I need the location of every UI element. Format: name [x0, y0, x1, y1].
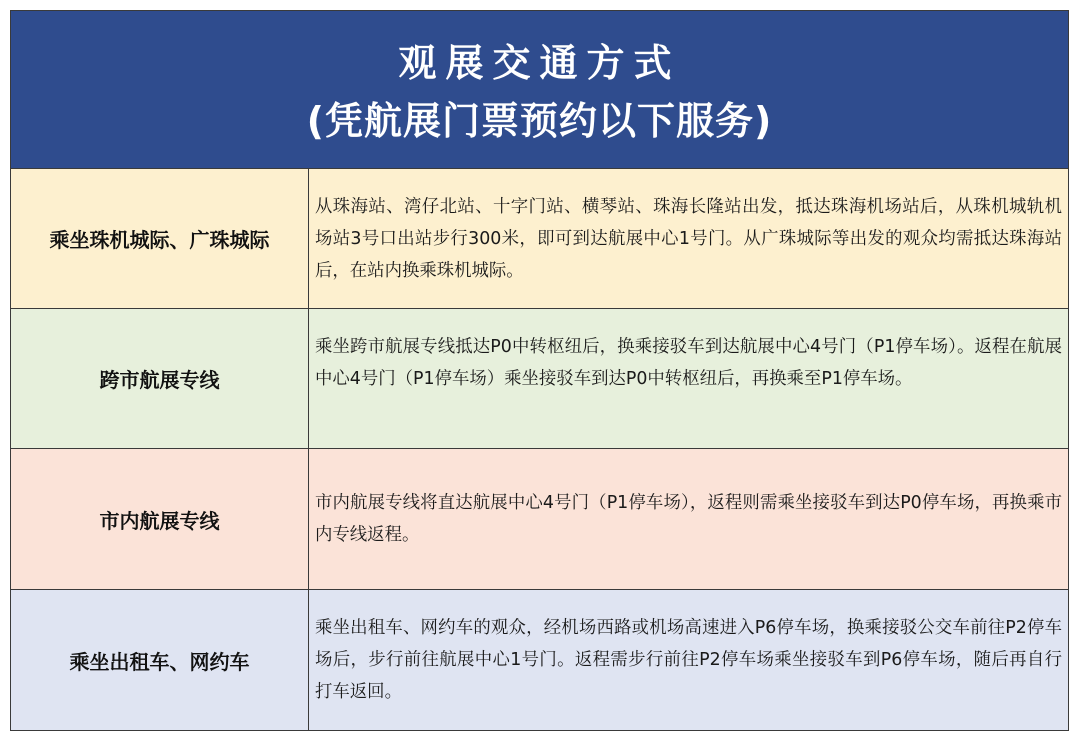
page-title: 观展交通方式: [398, 41, 681, 85]
table-row-cross-city-shuttle: [11, 309, 1068, 449]
row-description: 市内航展专线将直达航展中心4号门（P1停车场），返程则需乘坐接驳车到达P0停车场，再换乘市内专线返程。: [315, 493, 1062, 545]
row-label: 乘坐珠机城际、广珠城际: [11, 169, 309, 308]
table-row-city-shuttle: [11, 449, 1068, 590]
row-label: 市内航展专线: [11, 449, 309, 589]
row-label: 乘坐出租车、网约车: [11, 590, 309, 730]
row-label: 跨市航展专线: [11, 309, 309, 448]
row-description: 乘坐跨市航展专线抵达P0中转枢纽后，换乘接驳车到达航展中心4号门（P1停车场）。返程在航展中心4号门（P1停车场）乘坐接驳车到达P0中转枢纽后，再换乘至P1停车场。: [315, 337, 1062, 389]
transport-table: [10, 10, 1069, 731]
row-description: 乘坐出租车、网约车的观众，经机场西路或机场高速进入P6停车场，换乘接驳公交车前往P2停车场后，步行前往航展中心1号门。返程需步行前往P2停车场乘坐接驳车到P6停车场，随后再自行打车返回。: [315, 618, 1062, 702]
row-description: 从珠海站、湾仔北站、十字门站、横琴站、珠海长隆站出发，抵达珠海机场站后，从珠机城轨机场站3号口出站步行300米，即可到达航展中心1号门。从广珠城际等出发的观众均需抵达珠海站后，在站内换乘珠机城际。: [315, 197, 1062, 281]
table-row-intercity-rail: [11, 169, 1068, 309]
page-subtitle: (凭航展门票预约以下服务): [306, 99, 773, 143]
table-header: [11, 11, 1068, 169]
table-row-taxi: [11, 590, 1068, 730]
